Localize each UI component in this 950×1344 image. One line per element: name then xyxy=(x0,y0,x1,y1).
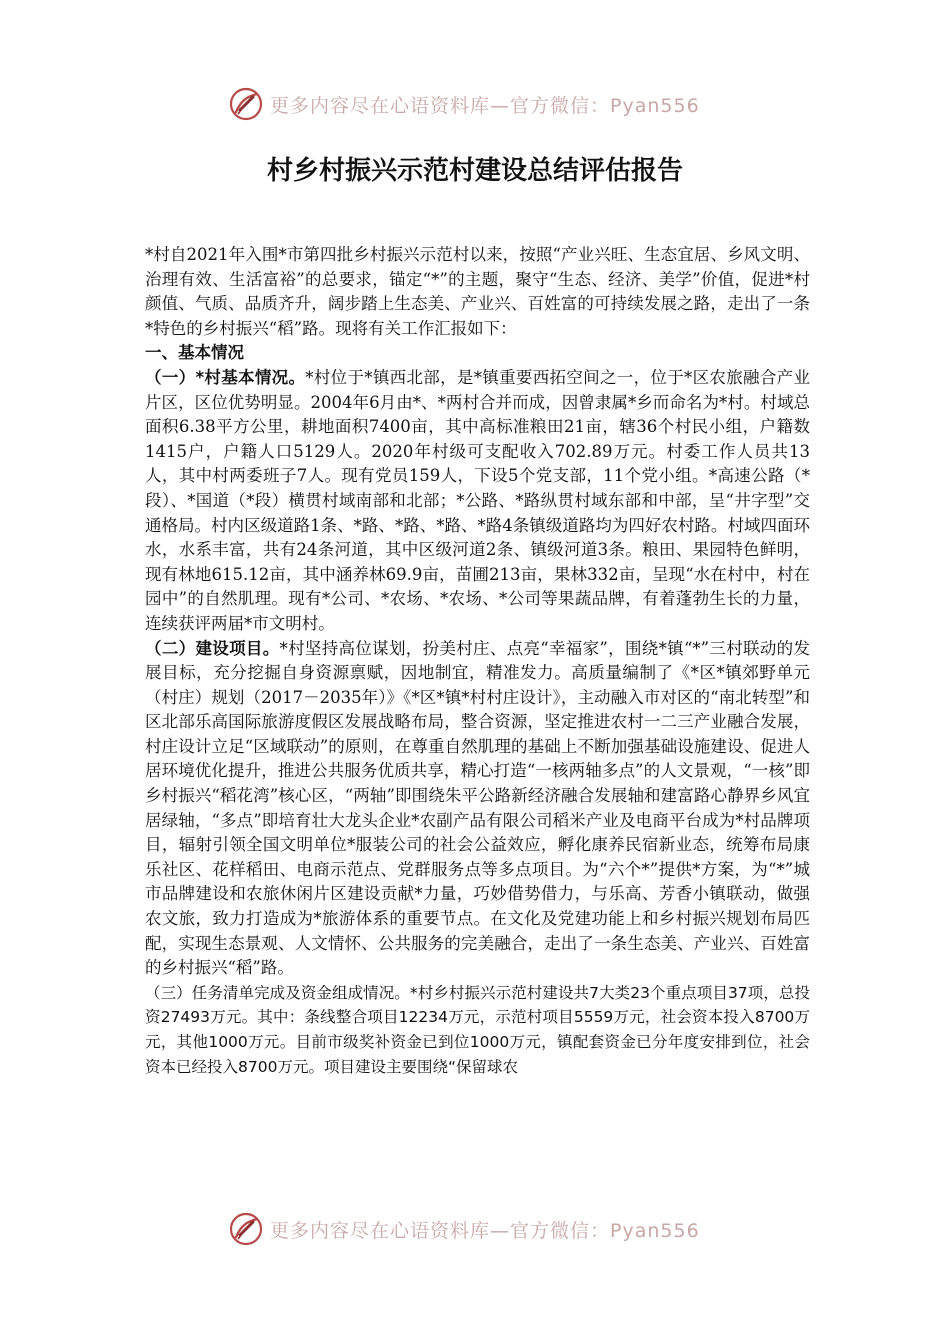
paragraph-label: （一）*村基本情况。 xyxy=(145,367,306,387)
pen-swirl-logo-icon xyxy=(228,1211,264,1247)
watermark-banner-bottom xyxy=(228,1209,700,1249)
document-body xyxy=(145,243,810,1079)
pen-swirl-logo-icon xyxy=(228,86,264,122)
paragraph-projects xyxy=(145,637,810,981)
paragraph-basic-info xyxy=(145,366,810,637)
watermark-text: 更多内容尽在心语资料库—官方微信：Pyan556 xyxy=(270,1219,700,1242)
paragraph-text: *村位于*镇西北部，是*镇重要西拓空间之一，位于*区农旅融合产业片区，区位优势明显。2004年6月由*、*两村合并而成，因曾隶属*乡而命名为*村。村域总面积6.38平方公里，耕地面积7400亩，其中高标准粮田21亩，辖36个村民小组，户籍数1415户，户籍人口5129人。2020年村级可支配收入702.89万元。村委工作人员共13人，其中村两委班子7人。现有党员159人，下设5个党支部，11个党小组。*高速公路（*段）、*国道（*段）横贯村域南部和北部；*公路、*路纵贯村域东部和中部，呈“井字型”交通格局。村内区级道路1条、*路、*路、*路、*路4条镇级道路均为四好农村路。村域四面环水，水系丰富，共有24条河道，其中区级河道2条、镇级河道3条。粮田、果园特色鲜明，现有林地615.12亩，其中涵养林69.9亩，苗圃213亩，果林332亩，呈现“水在村中，村在园中”的自然肌理。现有*公司、*农场、*农场、*公司等果蔬品牌，有着蓬勃生长的力量，连续获评两届*市文明村。 xyxy=(145,367,810,633)
intro-paragraph: *村自2021年入围*市第四批乡村振兴示范村以来，按照“产业兴旺、生态宜居、乡风文明、治理有效、生活富裕”的总要求，锚定“*”的主题，聚守“生态、经济、美学”价值，促进*村颜值、气质、品质齐升，阔步踏上生态美、产业兴、百姓富的可持续发展之路，走出了一条*特色的乡村振兴“稻”路。现将有关工作汇报如下： xyxy=(145,245,810,338)
section-heading-basic: 一、基本情况 xyxy=(145,343,244,363)
watermark-banner-top xyxy=(228,84,700,124)
paragraph-task-funding: （三）任务清单完成及资金组成情况。*村乡村振兴示范村建设共7大类23个重点项目37项，总投资27493万元。其中：条线整合项目12234万元，示范村项目5559万元，社会资本投入8700万元，其他1000万元。目前市级奖补资金已到位1000万元，镇配套资金已分年度安排到位，社会资本已经投入8700万元。项目建设主要围绕“保留球农 xyxy=(145,983,810,1076)
paragraph-label: （二）建设项目。 xyxy=(145,638,280,658)
document-title: 村乡村振兴示范村建设总结评估报告 xyxy=(266,156,683,186)
watermark-text: 更多内容尽在心语资料库—官方微信：Pyan556 xyxy=(270,94,700,117)
paragraph-text: *村坚持高位谋划，扮美村庄、点亮“幸福家”，围绕*镇“*”三村联动的发展目标，充分挖掘自身资源禀赋，因地制宜，精准发力。高质量编制了《*区*镇郊野单元（村庄）规划（2017－2035年）》《*区*镇*村村庄设计》，主动融入市对区的“南北转型”和区北部乐高国际旅游度假区发展战略布局，整合资源，坚定推进农村一二三产业融合发展，村庄设计立足“区域联动”的原则，在尊重自然肌理的基础上不断加强基础设施建设、促进人居环境优化提升，推进公共服务优质共享，精心打造“一核两轴多点”的人文景观，“一核”即乡村振兴“稻花湾”核心区，“两轴”即围绕朱平公路新经济融合发展轴和建富路心静界乡风宜居绿轴，“多点”即培育壮大龙头企业*农副产品有限公司稻米产业及电商平台成为*村品牌项目，辐射引领全国文明单位*服装公司的社会公益效应，孵化康养民宿新业态，统筹布局康乐社区、花样稻田、电商示范点、党群服务点等多点项目。为“六个*”提供*方案，为“*”城市品牌建设和农旅休闲片区建设贡献*力量，巧妙借势借力，与乐高、芳香小镇联动，做强农文旅，致力打造成为*旅游体系的重要节点。在文化及党建功能上和乡村振兴规划布局匹配，实现生态景观、人文情怀、公共服务的完美融合，走出了一条生态美、产业兴、百姓富的乡村振兴“稻”路。 xyxy=(145,638,810,978)
